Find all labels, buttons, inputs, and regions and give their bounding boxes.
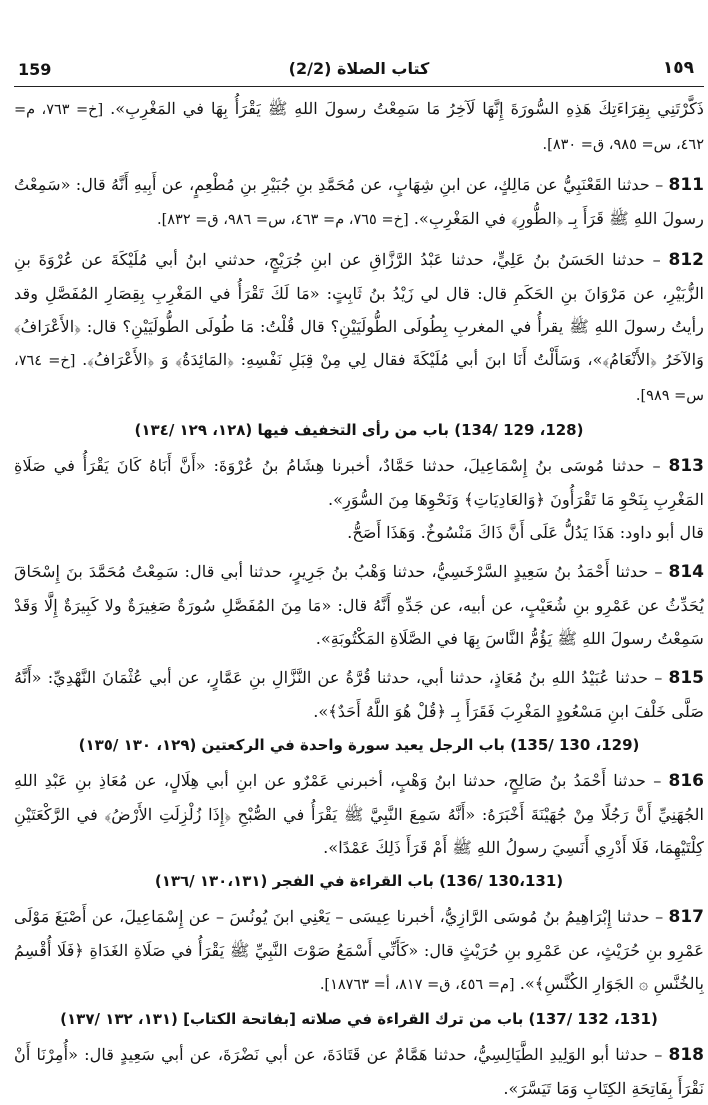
chapter-heading: (131، 132 /137) باب من ترك القراءة في صلاته [بفاتحة الكتاب] (١٣١، ١٣٢ /١٣٧) bbox=[60, 1010, 658, 1028]
chapter-heading: (129، 130 /135) باب الرجل يعيد سورة واحدة في الركعتين (١٢٩، ١٣٠ /١٣٥) bbox=[78, 736, 640, 754]
hadith-811 bbox=[14, 168, 704, 237]
hadith-818 bbox=[14, 1038, 704, 1105]
hadith-812 bbox=[14, 243, 704, 413]
running-title: كتاب الصلاة (2/2) bbox=[288, 59, 430, 78]
hadith-text: – حدثنا مُوسَى بنُ إِسْمَاعِيلَ، حدثنا حَمَّادٌ، أخبرنا هِشَامُ بنُ عُرْوَةَ: «أَنَّ أَبَاهُ كَانَ يَقْرَأُ في صَلَاةِ المَغْرِبِ بِنَحْوِ مَا تَقْرَأُونَ ﴿وَالعَادِيَاتِ﴾ وَنَحْوِهَا مِنَ السُّوَرِ». bbox=[14, 456, 704, 509]
hadith-reference: [خ= ٧٦٥، م= ٤٦٣، س= ٩٨٦، ق= ٨٣٢]. bbox=[156, 212, 409, 228]
hadith-text: – حدثنا أبو الوَلِيدِ الطَّيَالِسِيُّ، حدثنا هَمَّامٌ عن قَتَادَةَ، عن أبي نَضْرَةَ، عن أبي سَعِيدٍ قال: «أُمِرْنَا أَنْ نَقْرَأَ بِفَاتِحَةِ الكِتَابِ وَمَا تَيَسَّرَ». bbox=[14, 1045, 704, 1098]
continuation-text bbox=[14, 92, 704, 162]
book-page bbox=[14, 0, 704, 1098]
hadith-reference: [خ= ٧٦٤، س= ٩٨٩]. bbox=[14, 353, 704, 404]
hadith-814 bbox=[14, 555, 704, 655]
hadith-text: – حدثنا أَحْمَدُ بنُ صَالِحٍ، حدثنا ابنُ وَهْبٍ، أخبرني عَمْرٌو عن ابنِ أبي هِلَالٍ، عن مُعَاذِ بنِ عَبْدِ اللهِ الجُهَنِيِّ أَنَّ رَجُلًا مِنْ جُهَيْنَةَ أَخْبَرَهُ: «أَنَّهُ سَمِعَ النَّبِيَّ ﷺ يَقْرَأُ في الصُّبْحِ ﴿إِذَا زُلْزِلَتِ الأَرْضُ﴾ في الرَّكْعَتَيْنِ كِلْتَيْهِمَا، فَلَا أَدْرِي أَنَسِيَ رسولُ اللهِ ﷺ أَمْ قَرَأَ ذَلِكَ عَمْدًا». bbox=[14, 771, 704, 857]
hadith-reference: [م= ٤٥٦، ق= ٨١٧، أ= ١٨٧٦٣]. bbox=[319, 977, 515, 993]
hadith-number: 818 bbox=[668, 1045, 704, 1065]
chapter-heading: (128، 129 /134) باب من رأى التخفيف فيها (١٢٨، ١٢٩ /١٣٤) bbox=[134, 421, 584, 439]
hadith-813 bbox=[14, 449, 704, 516]
hadith-815 bbox=[14, 661, 704, 728]
hadith-reference: [خ= ٧٦٣، م= ٤٦٢، س= ٩٨٥، ق= ٨٣٠]. bbox=[14, 102, 704, 153]
hadith-text: – حدثنا أَحْمَدُ بنُ سَعِيدٍ السَّرْخَسِيُّ، حدثنا وَهْبُ بنُ جَرِيرٍ، حدثنا أبي قال: سَمِعْتُ مُحَمَّدَ بنَ إِسْحَاقَ يُحَدِّثُ عن عَمْرِو بنِ شُعَيْبٍ، عن أبيه، عن جَدِّهِ أَنَّهُ قال: «مَا مِنَ المُفَصَّلِ سُورَةٌ صَغِيرَةٌ ولا كَبِيرَةٌ إِلَّا وَقَدْ سَمِعْتُ رسولَ اللهِ ﷺ يَؤُمُّ النَّاسَ بِهَا في الصَّلَاةِ المَكْتُوبَةِ». bbox=[14, 562, 704, 648]
page-body bbox=[14, 92, 704, 1105]
continuation-line: ذَكَّرْتَنِي بِقِرَاءَتِكَ هَذِهِ السُّورَةَ إِنَّهَا لَآخِرُ مَا سَمِعْتُ رسولَ اللهِ ﷺ يَقْرَأُ بِهَا في المَغْرِبِ». bbox=[110, 99, 704, 118]
hadith-number: 811 bbox=[668, 175, 704, 195]
hadith-number: 812 bbox=[668, 250, 704, 270]
header-rule bbox=[14, 86, 704, 87]
page-number-latin: 159 bbox=[18, 60, 52, 79]
page-header bbox=[14, 58, 704, 82]
hadith-816 bbox=[14, 764, 704, 864]
hadith-number: 813 bbox=[668, 456, 704, 476]
hadith-number: 817 bbox=[668, 907, 704, 927]
abu-dawud-note: قال أبو داود: هَذَا يَدُلُّ عَلَى أَنَّ ذَاكَ مَنْسُوخٌ. وَهَذَا أَصَحُّ. bbox=[347, 523, 704, 542]
hadith-number: 815 bbox=[668, 668, 704, 688]
hadith-817 bbox=[14, 900, 704, 1002]
hadith-number: 816 bbox=[668, 771, 704, 791]
hadith-text: – حدثنا عُبَيْدُ اللهِ بنُ مُعَاذٍ، حدثنا أبي، حدثنا قُرَّةُ عن النَّزَّالِ بنِ عَمَّارٍ، عن أبي عُثْمَانَ النَّهْدِيِّ: «أَنَّهُ صَلَّى خَلْفَ ابنِ مَسْعُودٍ المَغْرِبَ فَقَرَأَ بِـ ﴿قُلْ هُوَ اللَّهُ أَحَدٌ﴾». bbox=[14, 668, 704, 721]
hadith-number: 814 bbox=[668, 562, 704, 582]
page-number-arabic: ١٥٩ bbox=[662, 58, 694, 78]
hadith-text: – حدثنا الحَسَنُ بنُ عَلِيٍّ، حدثنا عَبْدُ الرَّزَّاقِ عن ابنِ جُرَيْجٍ، حدثني ابنُ أبي مُلَيْكَةَ عن عُرْوَةَ بنِ الزُّبَيْرِ، عن مَرْوَانَ بنِ الحَكَمِ قال: قال لي زَيْدُ بنُ ثَابِتٍ: «مَا لَكَ تَقْرَأُ في المَغْرِبِ بِقِصَارِ المُفَصَّلِ وقد رأيتُ رسولَ اللهِ ﷺ يقرأُ في المغربِ بِطُولَى الطُّولَيَيْنِ؟ قال قُلْتُ: مَا طُولَى الطُّولَيَيْنِ؟ قال: ﴿الأَعْرَافُ﴾ وَالآخَرُ ﴿الأَنْعَامُ﴾»، وَسَأَلْتُ أَنَا ابنَ أبي مُلَيْكَةَ فقال لِي مِنْ قِبَلِ نَفْسِهِ: ﴿المَائِدَةُ﴾ وَ ﴿الأَعْرَافُ﴾. bbox=[14, 250, 704, 369]
hadith-text: – حدثنا إِبْرَاهِيمُ بنُ مُوسَى الرَّازِيُّ، أخبرنا عِيسَى – يَعْنِي ابنَ يُونُسَ – عن إِسْمَاعِيلَ، عن أَصْبَغَ مَوْلَى عَمْرِو بنِ حُرَيْثٍ، عن عَمْرِو بنِ حُرَيْثٍ قال: «كَأَنِّي أَسْمَعُ صَوْتَ النَّبِيِّ ﷺ يَقْرَأُ في صَلَاةِ الغَدَاةِ ﴿فَلَا أُقْسِمُ بِالخُنَّسِ ۞ الجَوَارِ الكُنَّسِ﴾». bbox=[14, 907, 704, 993]
chapter-heading: (130،131 /136) باب القراءة في الفجر (١٣٠،١٣١ /١٣٦) bbox=[154, 872, 564, 890]
hadith-text: – حدثنا القَعْنَبِيُّ عن مَالِكٍ، عن ابنِ شِهَابٍ، عن مُحَمَّدِ بنِ جُبَيْرِ بنِ مُطْعِمٍ، عن أَبِيهِ أَنَّهُ قال: «سَمِعْتُ رسولَ اللهِ ﷺ قَرَأَ بِـ ﴿الطُّورِ﴾ في المَغْرِبِ». bbox=[14, 175, 704, 228]
